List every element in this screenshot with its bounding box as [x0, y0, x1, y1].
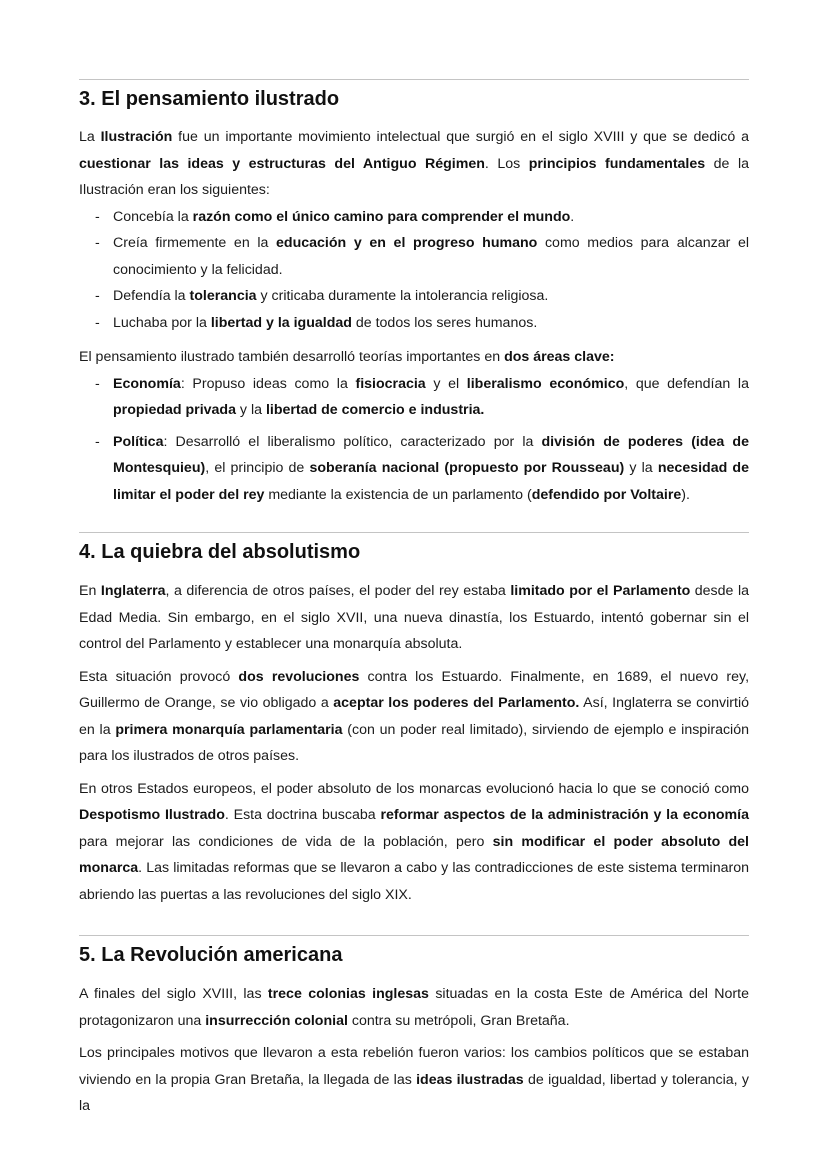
text-run: . — [570, 208, 575, 225]
paragraph — [79, 578, 749, 658]
text-run: Concebía la — [113, 208, 193, 225]
bold-run: insurrección colonial — [205, 1012, 348, 1029]
bold-run: Inglaterra — [100, 583, 166, 599]
principle-item — [79, 283, 749, 310]
bold-run: propiedad privada — [113, 402, 236, 418]
text-run: y criticaba duramente la intolerancia religiosa. — [256, 288, 549, 304]
principle-text — [113, 288, 548, 304]
text-run: como medios para alcanzar el conocimiento y la felicidad. — [113, 235, 749, 278]
text-run: fue un importante movimiento intelectual que surgió en el siglo XVIII y que se dedicó a — [172, 129, 749, 145]
text-run: El pensamiento ilustrado también desarrolló teorías importantes en — [79, 349, 505, 365]
section-3-intro — [79, 124, 749, 204]
text-run: y la — [624, 460, 658, 476]
dash-bullet: - — [95, 375, 100, 392]
area-item-politica — [79, 429, 749, 509]
paragraph — [79, 776, 749, 909]
bold-run: cuestionar las ideas y estructuras del Antiguo Régimen — [79, 155, 485, 172]
text-run: En — [79, 583, 101, 599]
text-run: En otros Estados europeos, el poder absoluto de los monarcas evolucionó hacia lo que se conoció como — [79, 780, 749, 797]
text-run: . Las limitadas reformas que se llevaron a cabo y las contradicciones de este sistema terminaron abriendo las puertas a las revoluciones del siglo XIX. — [79, 860, 749, 903]
text-run: de la Ilustración eran los siguientes: — [79, 155, 749, 198]
bold-run: primera monarquía parlamentaria — [115, 721, 343, 738]
section-5-body — [79, 981, 749, 1120]
text-run: para mejorar las condiciones de vida de la población, pero — [79, 833, 493, 850]
bold-run: Despotismo Ilustrado — [79, 807, 225, 823]
text-run: Luchaba por la — [113, 314, 211, 331]
text-run: contra los Estuardo. Finalmente, en 1689, el nuevo rey, Guillermo de Orange, se vio obligado a — [79, 668, 750, 711]
dash-bullet: - — [95, 235, 100, 251]
section-4-body — [79, 578, 749, 908]
dash-bullet: - — [95, 314, 100, 331]
principle-text — [113, 315, 537, 331]
bold-run: tolerancia — [189, 288, 257, 304]
bold-run: sin modificar el poder absoluto del monarca — [79, 833, 749, 876]
principles-list — [79, 204, 749, 337]
bold-run: liberalismo económico — [466, 375, 625, 392]
principle-text — [113, 235, 749, 278]
bold-run: libertad de comercio e industria. — [265, 402, 485, 418]
area-item-economia — [79, 371, 749, 424]
dash-bullet: - — [95, 208, 100, 225]
text-run: : Desarrolló el liberalismo político, caracterizado por la — [163, 433, 542, 450]
text-run: (con un poder real limitado), sirviendo de ejemplo e inspiración para los ilustrados de otros países. — [79, 721, 749, 764]
bold-run: Economía — [113, 375, 181, 392]
text-run: La — [79, 129, 101, 145]
bold-run: Ilustración — [100, 129, 173, 145]
text-run: . Los — [484, 155, 529, 172]
paragraph — [79, 981, 749, 1034]
bold-run: aceptar los poderes del Parlamento. — [333, 695, 580, 711]
text-run: Creía firmemente en la — [113, 235, 277, 251]
bold-run: razón como el único camino para comprender el mundo — [192, 208, 571, 225]
bold-run: educación y en el progreso humano — [276, 235, 538, 251]
paragraph — [79, 664, 749, 770]
text-run: Los principales motivos que llevaron a esta rebelión fueron varios: los cambios políticos que se estaban viviendo en la propia Gran Bretaña, la llegada de las — [79, 1045, 749, 1088]
text-run: : Propuso ideas como la — [180, 375, 356, 392]
text-run: mediante la existencia de un parlamento ( — [264, 486, 532, 503]
text-run: contra su metrópoli, Gran Bretaña. — [347, 1012, 570, 1029]
text-run: Así, Inglaterra se convirtió en la — [79, 695, 749, 738]
bold-run: limitado por el Parlamento — [510, 583, 691, 599]
bold-run: fisiocracia — [355, 375, 426, 392]
areas-list — [79, 371, 749, 509]
area-text — [113, 376, 749, 419]
text-run: de todos los seres humanos. — [351, 314, 538, 331]
bold-run: ideas ilustradas — [416, 1071, 524, 1088]
bold-run: reformar aspectos de la administración y la economía — [380, 807, 749, 823]
areas-intro — [79, 344, 749, 371]
text-run: , que defendían la — [624, 375, 749, 392]
text-run: y la — [235, 402, 266, 418]
principle-text — [113, 209, 574, 225]
text-run: , a diferencia de otros países, el poder del rey estaba — [165, 583, 511, 599]
dash-bullet: - — [95, 433, 100, 450]
area-text — [113, 434, 749, 503]
section-4-title: 4. La quiebra del absolutismo — [79, 541, 361, 563]
principle-item — [79, 204, 749, 231]
text-run: situadas en la costa Este de América del Norte protagonizaron una — [79, 986, 749, 1029]
text-run: Defendía la — [113, 288, 190, 304]
section-divider — [79, 79, 749, 80]
text-run: , el principio de — [205, 460, 310, 476]
text-run: A finales del siglo XVIII, las — [79, 986, 268, 1002]
bold-run: trece colonias inglesas — [267, 986, 429, 1002]
text-run: . Esta doctrina buscaba — [224, 807, 381, 823]
bold-run: dos revoluciones — [238, 668, 360, 685]
section-3-body — [79, 124, 749, 336]
bold-run: necesidad de limitar el poder del rey — [113, 460, 749, 503]
principle-item — [79, 230, 749, 283]
text-run: de igualdad, libertad y tolerancia, y la — [79, 1071, 749, 1114]
bold-run: defendido por Voltaire — [531, 486, 682, 503]
bold-run: libertad y la igualdad — [210, 314, 352, 331]
text-run: ). — [681, 486, 690, 503]
principle-item — [79, 310, 749, 337]
section-3-areas — [79, 344, 749, 508]
text-run: y el — [425, 375, 467, 392]
section-divider — [79, 532, 749, 533]
bold-run: Política — [113, 433, 164, 450]
section-3-title: 3. El pensamiento ilustrado — [79, 88, 340, 110]
text-run: desde la Edad Media. Sin embargo, en el siglo XVII, una nueva dinastía, los Estuardo, intentó gobernar sin el control del Parlamento y establecer una monarquía absoluta. — [79, 583, 750, 652]
bold-run: dos áreas clave: — [504, 349, 615, 365]
dash-bullet: - — [95, 288, 100, 304]
bold-run: principios fundamentales — [528, 155, 706, 172]
bold-run: soberanía nacional (propuesto por Rousseau) — [309, 460, 625, 476]
paragraph — [79, 1040, 749, 1120]
section-5-title: 5. La Revolución americana — [79, 944, 343, 966]
text-run: Esta situación provocó — [79, 668, 239, 685]
section-divider — [79, 935, 749, 936]
bold-run: división de poderes (idea de Montesquieu) — [113, 433, 749, 476]
